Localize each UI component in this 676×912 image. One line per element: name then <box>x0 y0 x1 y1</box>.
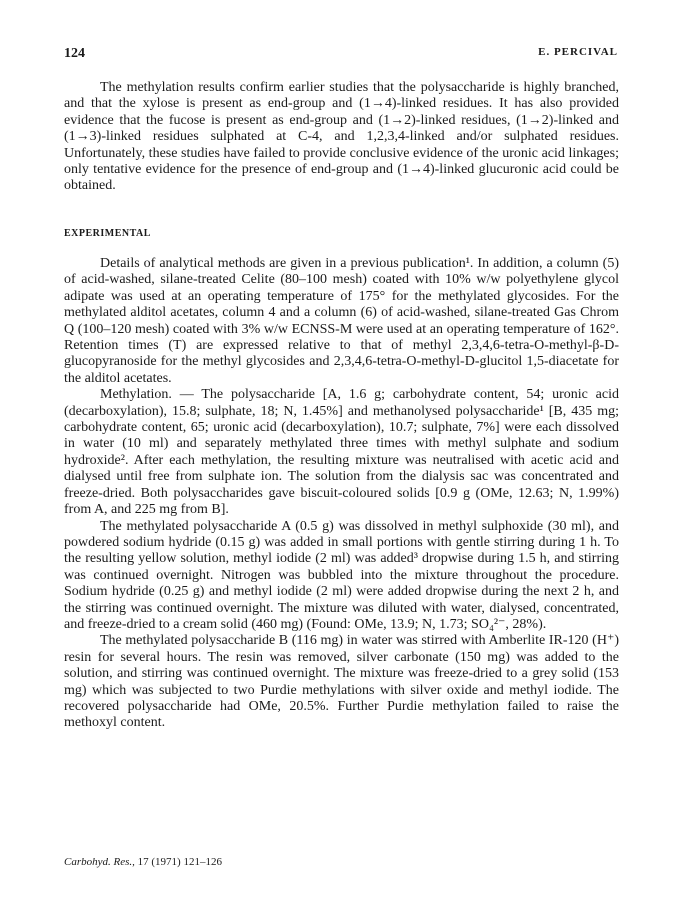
experimental-block <box>64 256 619 732</box>
journal-name: Carbohyd. Res., <box>64 856 135 868</box>
intro-paragraph: The methylation results confirm earlier studies that the polysaccharide is highly branched, and that the xylose is present as end-group and (1→4)-linked residues. It has also provided evidence that the fucose is present as end-group and (1→2)-linked residues, (1→2)-linked and (1→3)-linked residues sulphated at C-4, and 1,2,3,4-linked and/or sulphated residues. Unfortunately, these studies have failed to provide conclusive evidence of the uronic acid linkages; only tentative evidence for the presence of end-group and (1→4)-linked glucuronic acid could be obtained. <box>64 80 619 194</box>
running-author: E. PERCIVAL <box>538 46 618 58</box>
journal-citation: 17 (1971) 121–126 <box>137 856 222 868</box>
page-number: 124 <box>64 46 85 61</box>
paragraph-methylated-b: The methylated polysaccharide B (116 mg) in water was stirred with Amberlite IR-120 (H⁺) resin for several hours. The resin was removed, silver carbonate (150 mg) was added to the solution, and stirring was continued overnight. The mixture was freeze-dried to a grey solid (153 mg) which was subjected to two Purdie methylations with silver oxide and methyl iodide. The recovered polysaccharide had OMe, 20.5%. Further Purdie methylation failed to raise the methoxyl content. <box>64 633 619 731</box>
intro-block <box>64 80 619 195</box>
running-header <box>64 46 618 66</box>
section-heading: EXPERIMENTAL <box>64 228 151 239</box>
paragraph-methylation: Methylation. — The polysaccharide [A, 1.6 g; carbohydrate content, 54; uronic acid (decarboxylation), 15.8; sulphate, 18; N, 1.45%] and methanolysed polysaccharide¹ [B, 435 mg; carbohydrate content, 65; uronic acid (decarboxylation), 10.7; sulphate, 7%] were each dissolved in water (10 ml) and separately methylated three times with methyl sulphate and sodium hydroxide². After each methylation, the resulting mixture was neutralised with acetic acid and dialysed until free from sulphate ion. The solution from the dialysis sac was concentrated and freeze-dried. Both polysaccharides gave biscuit-coloured solids [0.9 g (OMe, 12.63; N, 1.99%) from A, and 225 mg from B]. <box>64 387 619 518</box>
paragraph-methylated-a: The methylated polysaccharide A (0.5 g) was dissolved in methyl sulphoxide (30 ml), and powdered sodium hydride (0.15 g) was added in small portions with gentle stirring during 1 h. To the resulting yellow solution, methyl iodide (2 ml) was added³ dropwise during 1.5 h, and stirring was continued overnight. Nitrogen was bubbled into the mixture throughout the procedure. Sodium hydride (0.25 g) and methyl iodide (2 ml) were added dropwise during the next 2 h, and the stirring was continued overnight. The mixture was diluted with water, dialysed, concentrated, and freeze-dried to a cream solid (460 mg) (Found: OMe, 13.9; N, 1.73; SO₄²⁻, 28%). <box>64 518 619 632</box>
paragraph-methods: Details of analytical methods are given in a previous publication¹. In addition, a column (5) of acid-washed, silane-treated Celite (80–100 mesh) coated with 10% w/w polyethylene glycol adipate was used at an operating temperature of 175° for the methylated glycosides. For the methylated alditol acetates, column 4 and a column (6) of acid-washed, silane-treated Gas Chrom Q (100–120 mesh) coated with 3% w/w ECNSS-M were used at an operating temperature of 162°. Retention times (T) are expressed relative to that of methyl 2,3,4,6-tetra-O-methyl-β-D-glucopyranoside for the methyl glycosides and 2,3,4,6-tetra-O-methyl-D-glucitol 1,5-diacetate for the alditol acetates. <box>64 256 619 386</box>
journal-footer <box>64 856 222 868</box>
